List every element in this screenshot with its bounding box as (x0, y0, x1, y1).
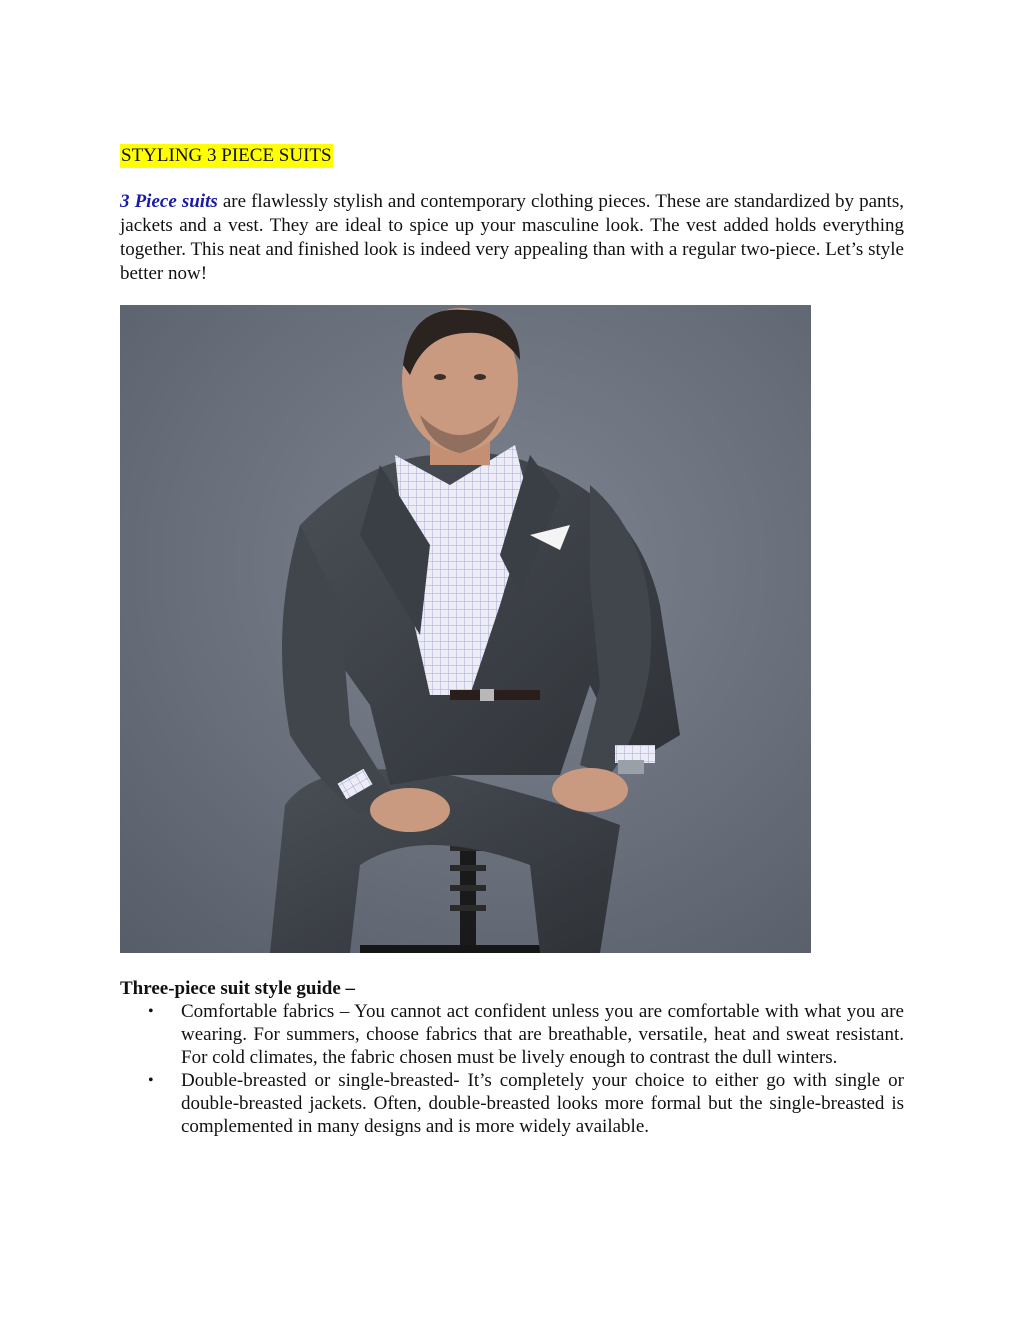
list-item-text: Comfortable fabrics – You cannot act confident unless you are comfortable with what you are wearing. For summers, choose fabrics that are breathable, versatile, heat and sweat resistant. For cold climates, the fabric chosen must be lively enough to contrast the dull winters. (181, 1001, 904, 1068)
man-in-three-piece-suit-photo (120, 305, 811, 953)
style-guide-title: Three-piece suit style guide – (120, 978, 356, 999)
style-guide-list (120, 1000, 904, 1138)
page-heading: STYLING 3 PIECE SUITS (121, 145, 332, 166)
intro-text: are flawlessly stylish and contemporary clothing pieces. These are standardized by pants, jackets and a vest. They are ideal to spice up your masculine look. The vest added holds everything together. This neat and finished look is indeed very appealing than with a regular two-piece. Let’s style better now! (120, 191, 904, 284)
three-piece-suits-link[interactable]: 3 Piece suits (120, 191, 218, 212)
list-item-text: Double-breasted or single-breasted- It’s completely your choice to either go with single or double-breasted jackets. Often, double-breasted looks more formal but the single-breasted is complemented in many designs and is more widely available. (181, 1070, 904, 1137)
list-item (120, 1000, 904, 1069)
suit-model-photo (120, 305, 811, 953)
list-item (120, 1069, 904, 1138)
intro-paragraph (120, 190, 904, 286)
bullet-icon: • (148, 1003, 154, 1020)
bullet-icon: • (148, 1072, 154, 1089)
